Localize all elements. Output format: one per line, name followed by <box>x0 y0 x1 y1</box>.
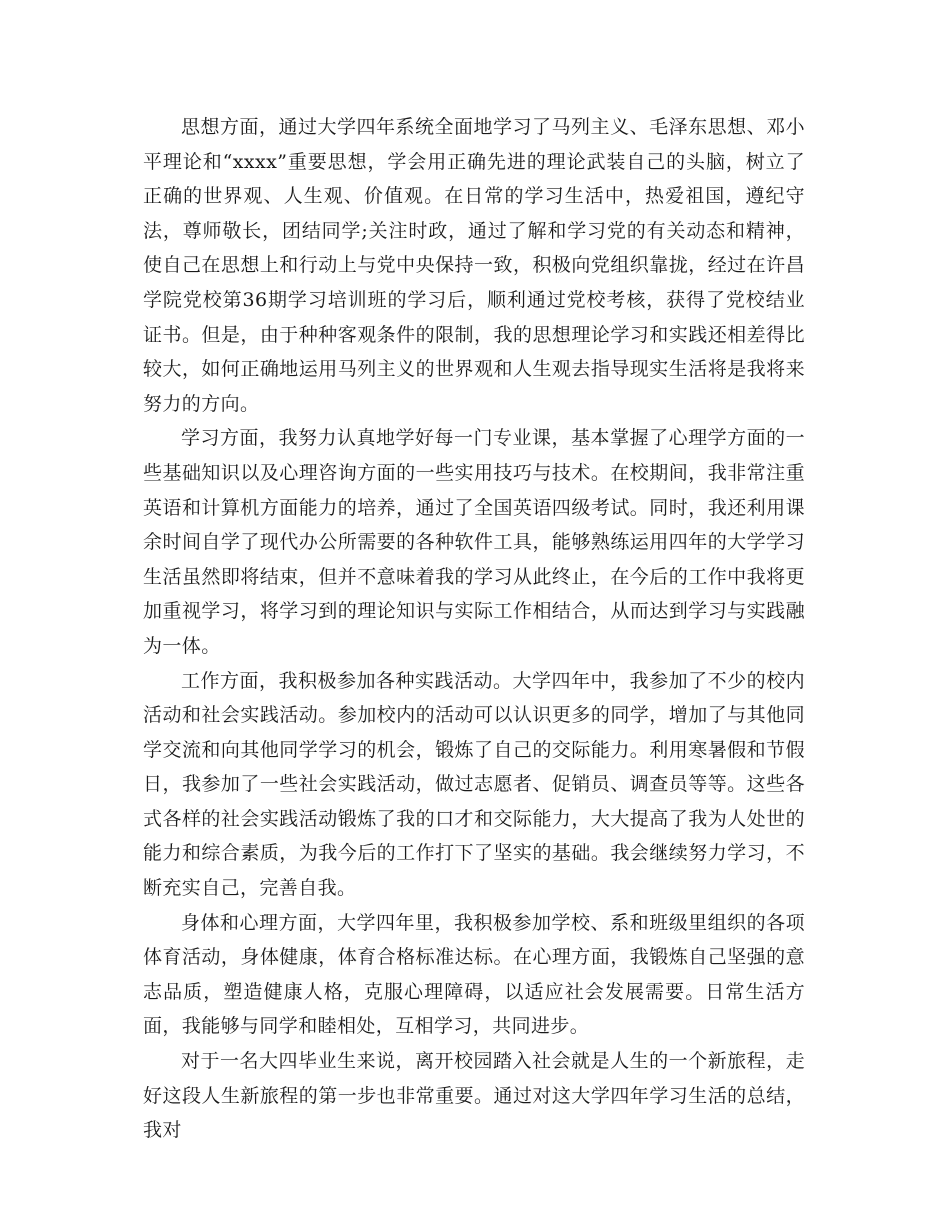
paragraph-ideology: 思想方面，通过大学四年系统全面地学习了马列主义、毛泽东思想、邓小平理论和“xxxx”重要思想，学会用正确先进的理论武装自己的头脑，树立了正确的世界观、人生观、价值观。在日常的学习生活中，热爱祖国，遵纪守法，尊师敬长，团结同学;关注时政，通过了解和学习党的有关动态和精神，使自己在思想上和行动上与党中央保持一致，积极向党组织靠拢，经过在许昌学院党校第36期学习培训班的学习后，顺利通过党校考核，获得了党校结业证书。但是，由于种种客观条件的限制，我的思想理论学习和实践还相差得比较大，如何正确地运用马列主义的世界观和人生观去指导现实生活将是我将来努力的方向。 <box>143 116 805 415</box>
paragraph-study: 学习方面，我努力认真地学好每一门专业课，基本掌握了心理学方面的一些基础知识以及心理咨询方面的一些实用技巧与技术。在校期间，我非常注重英语和计算机方面能力的培养，通过了全国英语四级考试。同时，我还利用课余时间自学了现代办公所需要的各种软件工具，能够熟练运用四年的大学学习生活虽然即将结束，但并不意味着我的学习从此终止，在今后的工作中我将更加重视学习，将学习到的理论知识与实际工作相结合，从而达到学习与实践融为一体。 <box>143 427 805 657</box>
paragraph-health: 身体和心理方面，大学四年里，我积极参加学校、系和班级里组织的各项体育活动，身体健康，体育合格标准达标。在心理方面，我锻炼自己坚强的意志品质，塑造健康人格，克服心理障碍，以适应社会发展需要。日常生活方面，我能够与同学和睦相处，互相学习，共同进步。 <box>143 911 805 1038</box>
paragraph-work: 工作方面，我积极参加各种实践活动。大学四年中，我参加了不少的校内活动和社会实践活动。参加校内的活动可以认识更多的同学，增加了与其他同学交流和向其他同学学习的机会，锻炼了自己的交际能力。利用寒暑假和节假日，我参加了一些社会实践活动，做过志愿者、促销员、调查员等等。这些各式各样的社会实践活动锻炼了我的口才和交际能力，大大提高了我为人处世的能力和综合素质，为我今后的工作打下了坚实的基础。我会继续努力学习，不断充实自己，完善自我。 <box>143 669 805 900</box>
document-body <box>143 110 805 1148</box>
paragraph-conclusion: 对于一名大四毕业生来说，离开校园踏入社会就是人生的一个新旅程，走好这段人生新旅程的第一步也非常重要。通过对这大学四年学习生活的总结，我对 <box>143 1050 805 1142</box>
